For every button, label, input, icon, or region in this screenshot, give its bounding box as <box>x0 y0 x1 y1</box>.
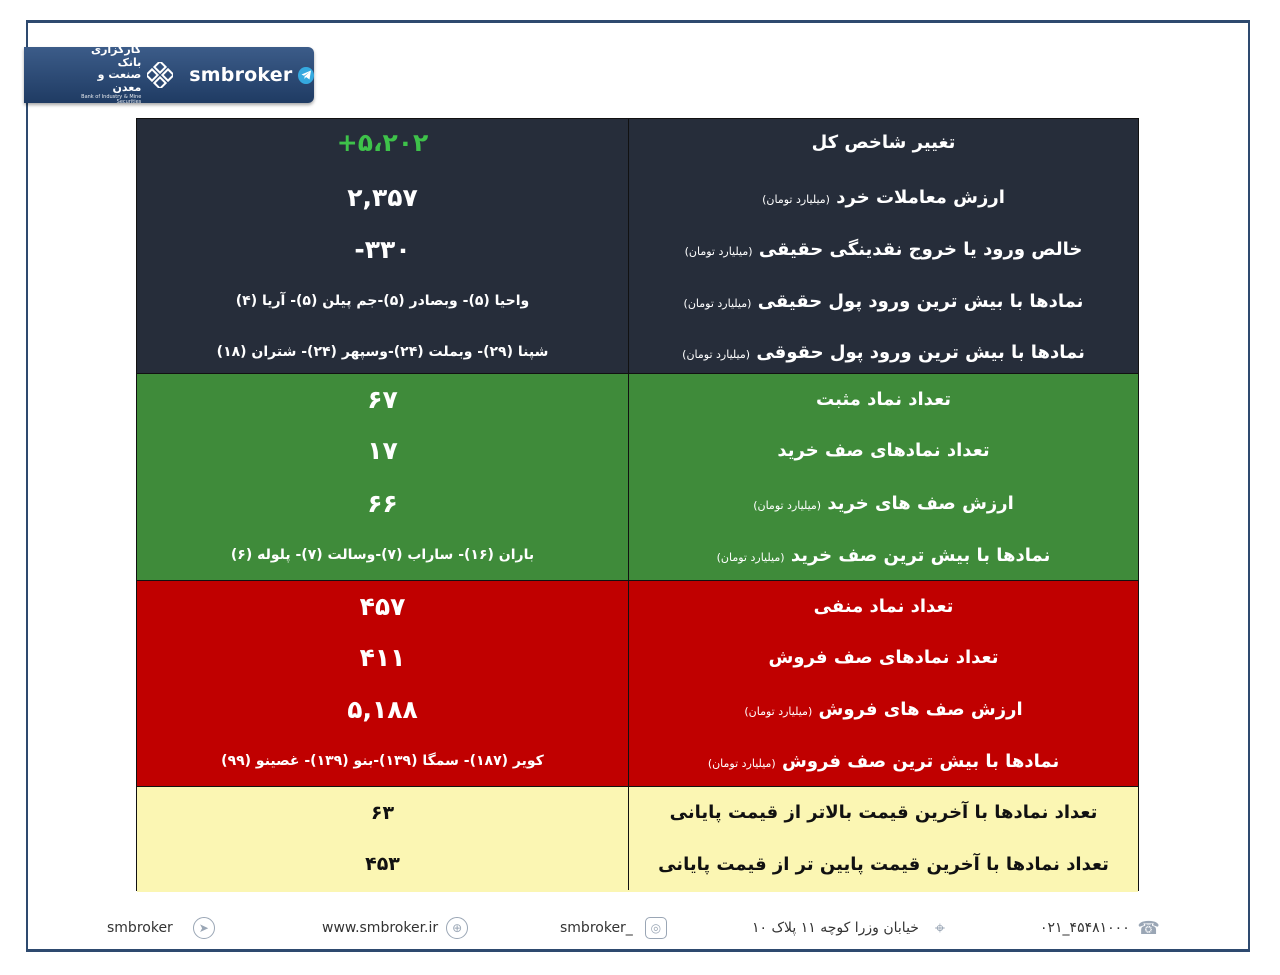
row-label <box>629 838 1138 890</box>
footer <box>0 908 1280 948</box>
row-label <box>629 119 1138 165</box>
footer-telegram-label: smbroker <box>107 920 173 936</box>
table-row <box>137 326 1138 378</box>
row-label-text: نمادها با بیش ترین ورود پول حقوقی <box>756 341 1085 363</box>
row-label <box>629 223 1138 275</box>
row-label <box>629 735 1138 787</box>
row-unit: (میلیارد تومان) <box>682 347 751 361</box>
row-label-text: نمادها با بیش ترین صف خرید <box>790 544 1051 566</box>
telegram-icon[interactable] <box>298 67 314 84</box>
market-stats-table <box>136 118 1139 891</box>
table-row <box>137 119 1138 165</box>
row-value-text: ۶۷ <box>367 385 398 414</box>
footer-phone <box>1040 908 1160 948</box>
row-label <box>629 275 1138 327</box>
footer-instagram-label: smbroker_ <box>560 920 633 936</box>
instagram-icon: ◎ <box>645 917 667 939</box>
row-unit: (میلیارد تومان) <box>683 296 752 310</box>
row-label-text: تعداد نمادهای صف فروش <box>768 647 999 668</box>
row-label <box>629 171 1138 223</box>
logo-fa-line1: کارگزاری بانک <box>91 42 142 69</box>
table-row <box>137 529 1138 581</box>
row-value <box>137 275 628 327</box>
row-label <box>629 374 1138 425</box>
row-value <box>137 735 628 787</box>
row-value <box>137 223 628 275</box>
row-unit: (میلیارد تومان) <box>753 498 822 512</box>
footer-address-label: خیابان وزرا کوچه ۱۱ پلاک ۱۰ <box>752 920 919 936</box>
row-label-text: تعداد نماد منفی <box>813 596 954 617</box>
row-label <box>629 425 1138 476</box>
logo-mark-icon <box>147 62 173 88</box>
row-label <box>629 683 1138 735</box>
table-row <box>137 223 1138 275</box>
row-value-text: ۴۱۱ <box>359 643 406 672</box>
row-label-text: ارزش صف های خرید <box>827 492 1014 514</box>
footer-website[interactable] <box>322 908 468 948</box>
row-label <box>629 787 1138 838</box>
table-row <box>137 275 1138 327</box>
table-row <box>137 374 1138 425</box>
row-unit: (میلیارد تومان) <box>684 244 753 258</box>
table-row <box>137 838 1138 890</box>
row-label <box>629 581 1138 632</box>
table-row <box>137 581 1138 632</box>
table-row <box>137 787 1138 838</box>
location-pin-icon: ⌖ <box>934 917 946 939</box>
row-label-text: تعداد نماد مثبت <box>816 389 951 410</box>
row-value-text: ۴۵۷ <box>359 592 406 621</box>
row-value-text: شپنا (۲۹)- وبملت (۲۴)-وسپهر (۲۴)- شتران (۱۸) <box>216 344 549 360</box>
table-row <box>137 477 1138 529</box>
row-value-text: +۵،۲۰۲ <box>336 127 429 157</box>
row-label-text: نمادها با بیش ترین ورود پول حقیقی <box>757 290 1084 312</box>
row-unit: (میلیارد تومان) <box>707 756 776 770</box>
row-value-text: ۴۵۳ <box>365 853 400 875</box>
row-value-text: -۳۳۰ <box>354 234 411 264</box>
row-value <box>137 838 628 890</box>
logo-fa-line2: صنعت و معدن <box>97 68 142 94</box>
row-value-text: باران (۱۶)- ساراب (۷)-وسالت (۷)- پلوله (۶) <box>230 547 535 563</box>
row-label-text: ارزش صف های فروش <box>818 698 1023 720</box>
row-label <box>629 529 1138 581</box>
row-value <box>137 171 628 223</box>
footer-website-label: www.smbroker.ir <box>322 920 439 936</box>
logo-en-line: Bank of Industry & Mine Securities <box>81 93 142 106</box>
row-label-text: ارزش معاملات خرد <box>836 186 1005 208</box>
row-label-text: نمادها با بیش ترین صف فروش <box>781 750 1060 772</box>
logo-text <box>68 44 141 106</box>
footer-phone-label: ۰۲۱_۴۵۴۸۱۰۰۰ <box>1040 920 1130 936</box>
row-label <box>629 632 1138 683</box>
row-label-text: خالص ورود یا خروج نقدینگی حقیقی <box>758 238 1083 260</box>
row-value-text: کویر (۱۸۷)- سمگا (۱۳۹)-بنو (۱۳۹)- غصینو (۹۹) <box>221 753 544 769</box>
logo-brand: smbroker <box>189 64 293 86</box>
row-value-text: ۶۶ <box>367 488 398 518</box>
footer-address <box>752 908 951 948</box>
footer-telegram[interactable] <box>107 908 215 948</box>
row-value <box>137 425 628 476</box>
row-value <box>137 374 628 425</box>
row-value <box>137 119 628 165</box>
row-unit: (میلیارد تومان) <box>716 550 785 564</box>
table-row <box>137 425 1138 476</box>
row-value-text: ۲,۳۵۷ <box>347 182 418 212</box>
table-row <box>137 735 1138 787</box>
row-value <box>137 683 628 735</box>
phone-icon: ☎ <box>1137 917 1160 939</box>
brand-logo <box>24 42 314 106</box>
row-label-text: تعداد نمادهای صف خرید <box>777 440 990 461</box>
row-label-text: تغییر شاخص کل <box>811 131 956 153</box>
row-label-text: تعداد نمادها با آخرین قیمت بالاتر از قیمت پایانی <box>669 802 1098 823</box>
row-value <box>137 787 628 838</box>
row-value-text: واحیا (۵)- وبصادر (۵)-جم پیلن (۵)- آریا (۴) <box>235 293 530 309</box>
footer-instagram[interactable] <box>560 908 667 948</box>
row-value <box>137 326 628 378</box>
row-value <box>137 529 628 581</box>
row-value-text: ۱۷ <box>367 436 398 465</box>
row-label-text: تعداد نمادها با آخرین قیمت پایین تر از قیمت پایانی <box>658 853 1109 875</box>
row-value <box>137 477 628 529</box>
row-value-text: ۵,۱۸۸ <box>347 694 418 724</box>
row-unit: (میلیارد تومان) <box>744 704 813 718</box>
table-row <box>137 683 1138 735</box>
table-row <box>137 171 1138 223</box>
row-value <box>137 632 628 683</box>
table-row <box>137 632 1138 683</box>
telegram-outline-icon: ➤ <box>193 917 215 939</box>
globe-icon: ⊕ <box>446 917 468 939</box>
row-label <box>629 477 1138 529</box>
row-value-text: ۶۳ <box>370 801 395 824</box>
row-unit: (میلیارد تومان) <box>762 192 830 206</box>
row-value <box>137 581 628 632</box>
row-label <box>629 326 1138 378</box>
